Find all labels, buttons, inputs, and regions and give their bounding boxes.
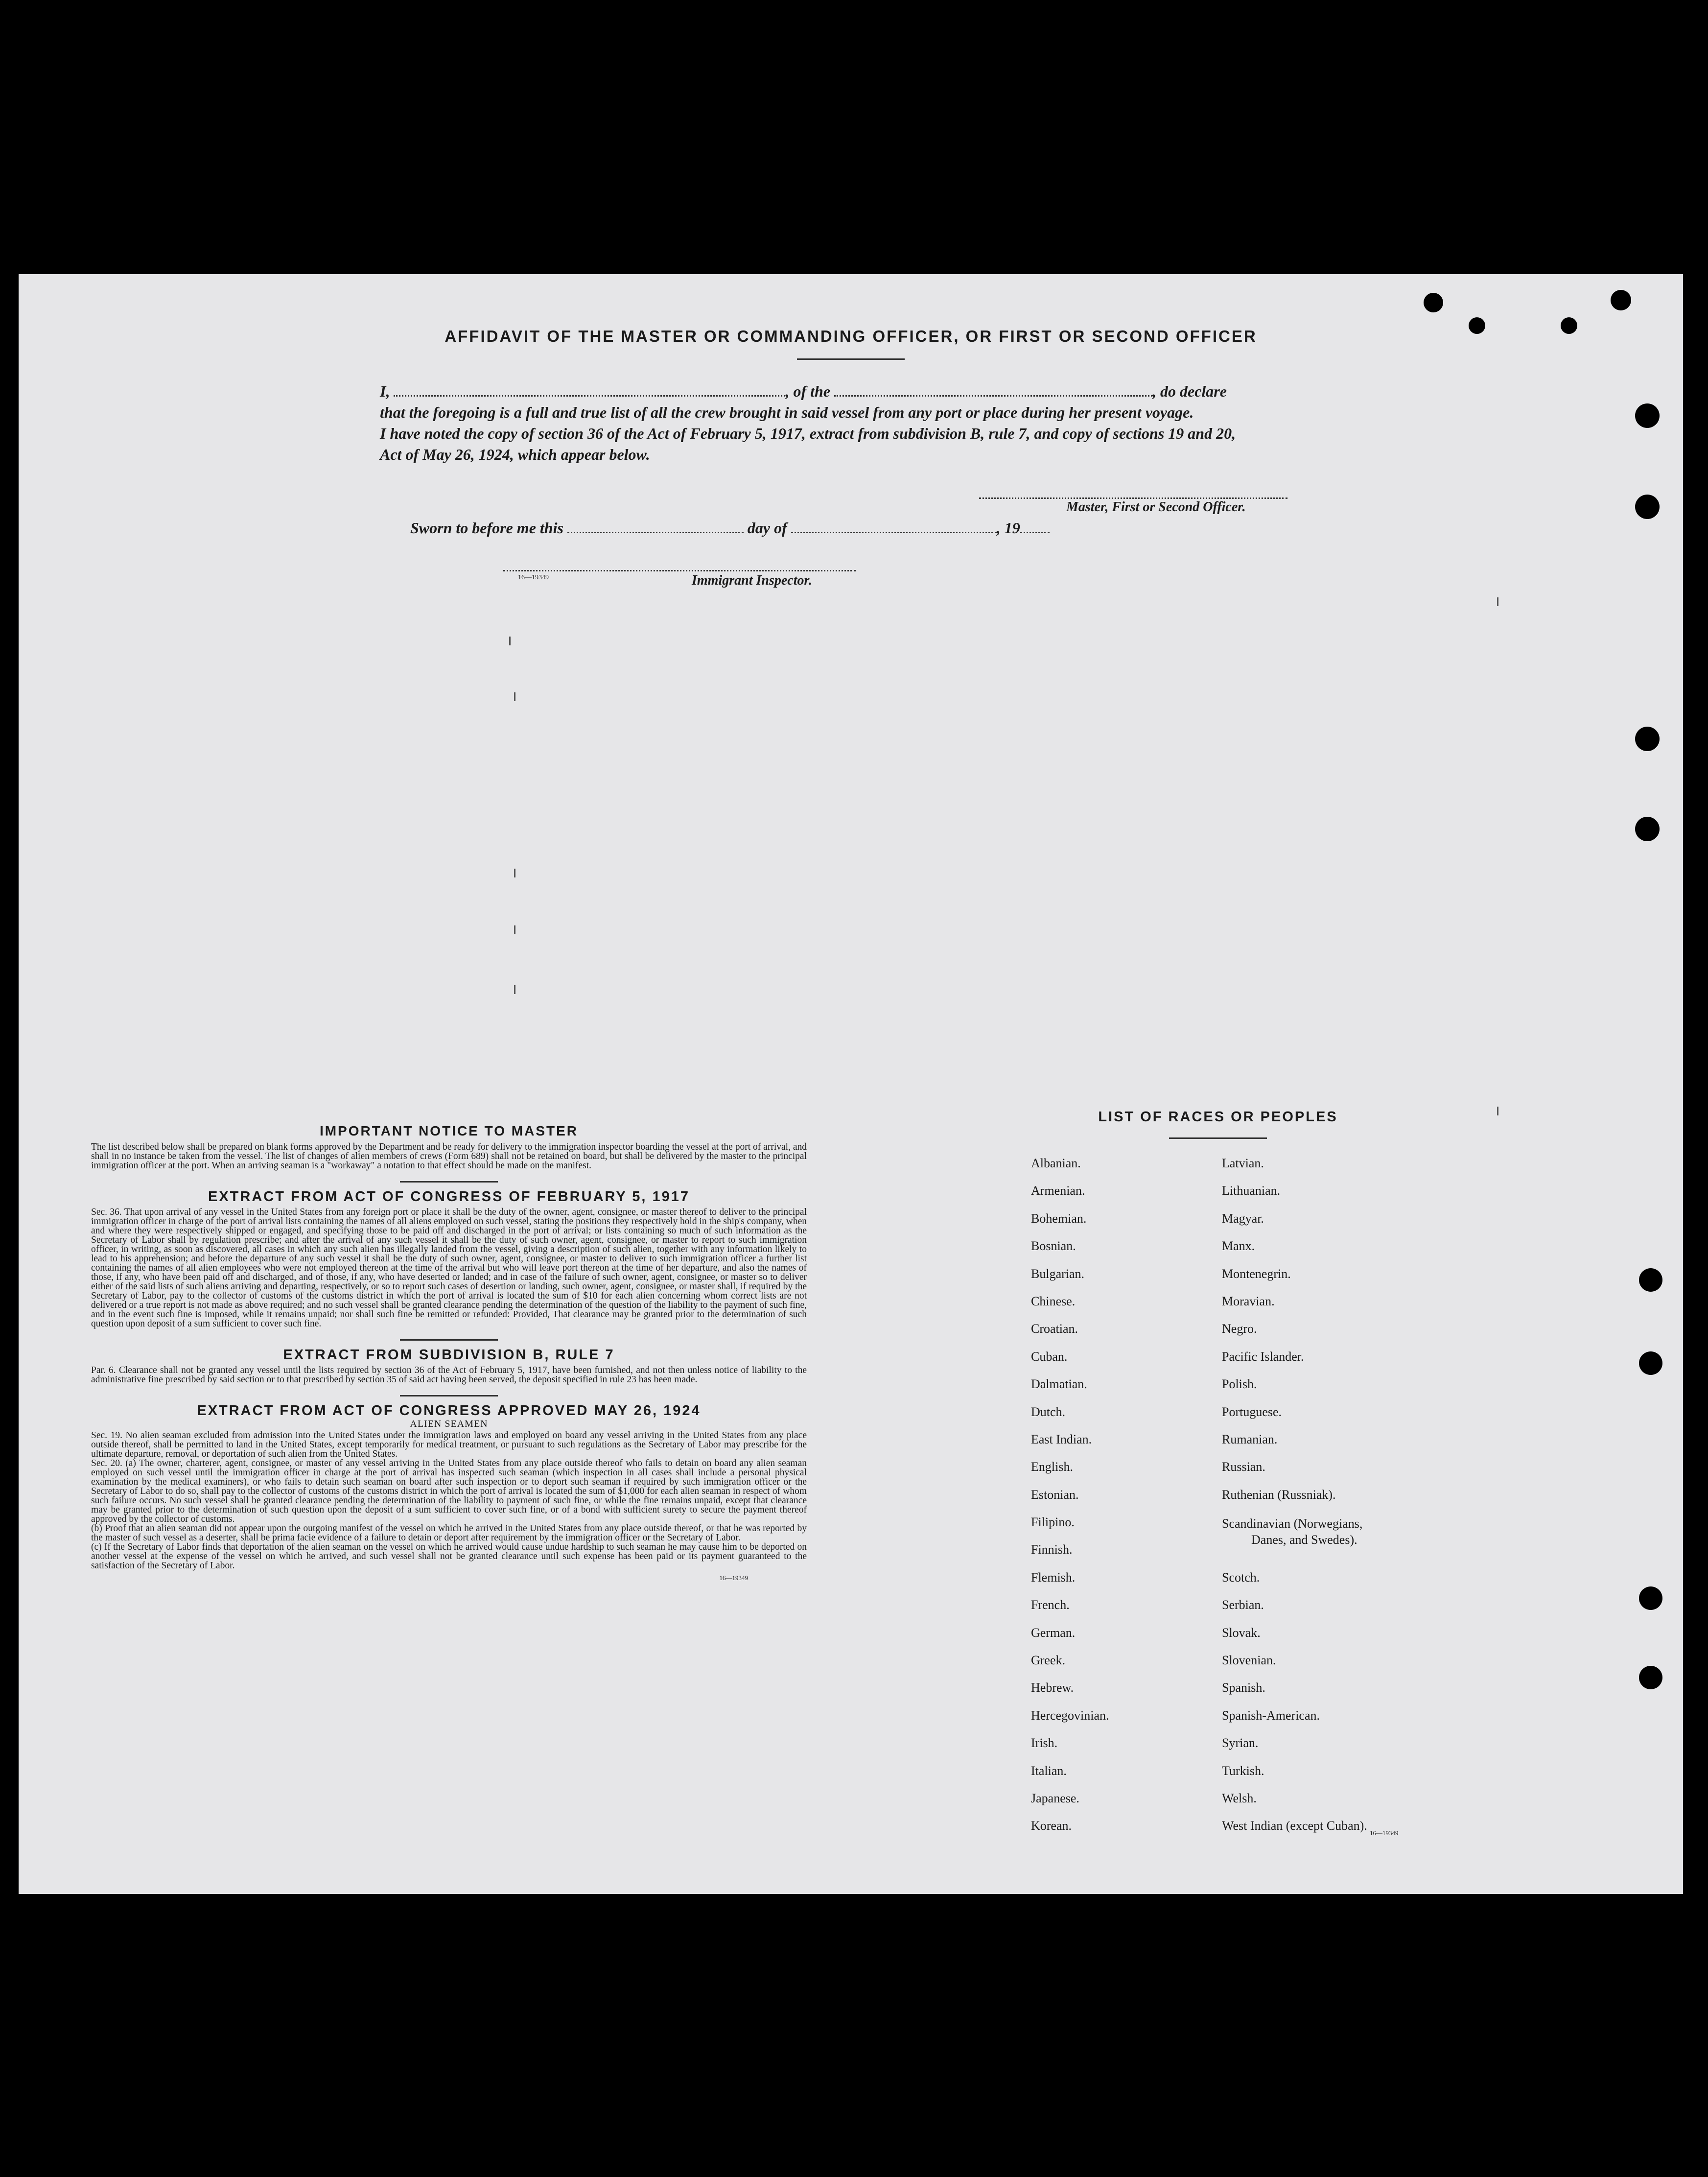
extract-1924-sec20c: (c) If the Secretary of Labor finds that deportation of the alien seaman on the vessel on which he arrived would cause undue hardship to such seaman he may cause him to be deported on another vessel at the expense of the vessel on which he arrived, and such vessel shall not be granted clearance until such expense has been paid or its payment guaranteed to the satisfaction of the Secretary of Labor. <box>91 1542 807 1571</box>
race-item: Cuban. <box>1031 1349 1068 1364</box>
inspector-signature-line <box>503 570 856 571</box>
affidavit-line-2: that the foregoing is a full and true list of all the crew brought in said vessel from any port or place during her present voyage. <box>380 403 1194 421</box>
sworn-day-text: day of <box>747 519 787 537</box>
race-item: Finnish. <box>1031 1542 1073 1557</box>
punch-hole <box>1639 1351 1662 1375</box>
race-item: West Indian (except Cuban). <box>1222 1819 1367 1833</box>
divider <box>400 1181 498 1183</box>
race-item: Negro. <box>1222 1322 1257 1336</box>
punch-hole <box>1635 727 1660 751</box>
punch-hole <box>1639 1586 1662 1610</box>
legal-notices <box>91 1123 807 1583</box>
race-item: Flemish. <box>1031 1570 1076 1585</box>
race-item: Ruthenian (Russniak). <box>1222 1487 1336 1502</box>
affidavit-body <box>380 381 1320 465</box>
punch-hole <box>1611 290 1631 310</box>
race-item: Hebrew. <box>1031 1680 1074 1695</box>
race-item: Scandinavian (Norwegians, <box>1222 1516 1363 1531</box>
affidavit-i: I, <box>380 382 390 400</box>
extract-1924-sec20b: (b) Proof that an alien seaman did not appear upon the outgoing manifest of the vessel on which he arrived in the United States from any place outside thereof, or that he was reported by the master of such vessel as a deserter, shall be prima facie evidence of a failure to detain or deport after requirement by the immigration officer or the Secretary of Labor. <box>91 1523 807 1543</box>
extract-rule7-text: Par. 6. Clearance shall not be granted any vessel until the lists required by section 36 of the Act of February 5, 1917, have been furnished, and not then unless notice of liability to the administrative fine prescribed by said section or to that prescribed by section 35 of said act having been served, the deposit specified in rule 23 has been made. <box>91 1365 807 1385</box>
master-signature-label: Master, First or Second Officer. <box>1066 499 1246 515</box>
extract-1924-sec20a: Sec. 20. (a) The owner, charterer, agent, consignee, or master of any vessel arriving in the United States from any place outside thereof who fails to detain on board any alien seaman employed on such vessel until the immigration officer in charge at the port of arrival has inspected such seaman (which inspection in all cases shall include a personal physical examination by the medical examiners), or who fails to detain such seaman on board after such inspection or to deport such seaman if required by such immigration officer or the Secretary of Labor to do so, shall pay to the collector of customs of the customs district in which the port of arrival is located the sum of $1,000 for each alien seaman in respect of whom such failure occurs. No such vessel shall be granted clearance pending the determination of the liability to payment of such fine, or while the fine remains unpaid, except that clearance may be granted prior to the determination of such question upon the deposit of a sum sufficient to cover such fine, or of a bond with sufficient surety to secure the payment thereof approved by the collector of customs. <box>91 1458 807 1524</box>
day-blank <box>567 532 744 533</box>
name-blank <box>394 395 785 397</box>
race-item: Russian. <box>1222 1460 1265 1474</box>
race-item: Bosnian. <box>1031 1239 1076 1254</box>
race-item: Italian. <box>1031 1763 1067 1778</box>
notice-title: IMPORTANT NOTICE TO MASTER <box>319 1123 579 1138</box>
affidavit-line-4: Act of May 26, 1924, which appear below. <box>380 446 650 463</box>
race-item: Latvian. <box>1222 1156 1264 1170</box>
race-item: Slovenian. <box>1222 1653 1276 1668</box>
margin-tick <box>509 637 511 645</box>
form-number: 16—19349 <box>518 574 549 581</box>
extract-1924-sec19: Sec. 19. No alien seaman excluded from admission into the United States under the immigration laws and employed on board any vessel arriving in the United States from any place outside thereof, shall be permitted to land in the United States, except temporarily for medical treatment, or pursuant to such regulations as the Secretary of Labor may prescribe for the ultimate departure, removal, or deportation of such alien from the United States. <box>91 1430 807 1459</box>
sworn-year-text: , 19 <box>996 519 1020 537</box>
race-item: Korean. <box>1031 1819 1072 1833</box>
vessel-blank <box>834 395 1152 397</box>
race-item: Bulgarian. <box>1031 1266 1085 1281</box>
punch-hole <box>1424 293 1443 312</box>
race-item: Rumanian. <box>1222 1432 1278 1446</box>
race-item: Moravian. <box>1222 1294 1275 1308</box>
race-item: Turkish. <box>1222 1763 1264 1778</box>
margin-tick <box>514 869 515 877</box>
race-item: Bohemian. <box>1031 1211 1087 1226</box>
race-item: Croatian. <box>1031 1322 1078 1336</box>
race-item: Albanian. <box>1031 1156 1081 1170</box>
race-item: Serbian. <box>1222 1598 1264 1612</box>
affidavit-of-the: , of the <box>785 382 830 400</box>
race-item: Polish. <box>1222 1377 1257 1392</box>
race-item: Estonian. <box>1031 1487 1079 1502</box>
race-item: French. <box>1031 1598 1070 1612</box>
punch-hole <box>1635 495 1660 519</box>
divider <box>1169 1137 1267 1139</box>
extract-1924-subtitle: ALIEN SEAMEN <box>410 1419 488 1429</box>
sworn-line <box>410 519 1193 537</box>
inspector-signature-label: Immigrant Inspector. <box>692 573 812 588</box>
race-item: Dutch. <box>1031 1404 1066 1419</box>
margin-tick <box>514 692 515 701</box>
races-list-right <box>1222 1150 1367 1840</box>
race-item: English. <box>1031 1460 1073 1474</box>
race-item: Armenian. <box>1031 1183 1085 1198</box>
race-item: Welsh. <box>1222 1791 1257 1805</box>
race-item: Danes, and Swedes). <box>1251 1533 1357 1547</box>
races-list-left <box>1031 1150 1109 1840</box>
divider <box>797 358 905 360</box>
race-item: Pacific Islander. <box>1222 1349 1304 1364</box>
race-item: Japanese. <box>1031 1791 1079 1805</box>
race-item: Magyar. <box>1222 1211 1264 1226</box>
month-blank <box>791 532 997 533</box>
race-item: Portuguese. <box>1222 1404 1282 1419</box>
punch-hole <box>1639 1666 1662 1689</box>
punch-hole <box>1639 1268 1662 1292</box>
punch-hole <box>1635 403 1660 428</box>
race-item: Greek. <box>1031 1653 1066 1668</box>
race-item: Spanish. <box>1222 1680 1265 1695</box>
divider <box>400 1339 498 1341</box>
race-item: Manx. <box>1222 1239 1255 1254</box>
sworn-text: Sworn to before me this <box>410 519 563 537</box>
extract-1917-title: EXTRACT FROM ACT OF CONGRESS OF FEBRUARY 5, 1917 <box>208 1189 690 1205</box>
margin-tick <box>514 985 515 994</box>
race-item: Syrian. <box>1222 1736 1259 1751</box>
affidavit-do-declare: , do declare <box>1152 382 1227 400</box>
race-item-scandinavian <box>1222 1509 1367 1564</box>
race-item: Lithuanian. <box>1222 1183 1281 1198</box>
race-item: Chinese. <box>1031 1294 1076 1308</box>
race-item: Slovak. <box>1222 1625 1261 1640</box>
form-number: 16—19349 <box>1370 1829 1399 1837</box>
race-item: Irish. <box>1031 1736 1058 1751</box>
race-item: Spanish-American. <box>1222 1708 1320 1723</box>
race-item: Hercegovinian. <box>1031 1708 1109 1723</box>
margin-tick <box>1497 1107 1498 1115</box>
margin-tick <box>1497 597 1498 606</box>
race-item: Montenegrin. <box>1222 1266 1291 1281</box>
master-signature-line <box>979 497 1287 499</box>
race-item: East Indian. <box>1031 1432 1092 1446</box>
extract-rule7-title: EXTRACT FROM SUBDIVISION B, RULE 7 <box>283 1347 615 1363</box>
extract-1917-text: Sec. 36. That upon arrival of any vessel in the United States from any foreign port or place it shall be the duty of the owner, agent, consignee, or master thereof to deliver to the principal immigration officer in charge of the port of arrival lists containing the names of all aliens employed on such vessel, stating the positions they respectively hold in the ship's company, when and where they were respectively shipped or engaged, and specifying those to be paid off and discharged in the port of arrival; or lists containing so much of such information as the Secretary of Labor shall by regulation prescribe; and after the arrival of any such vessel it shall be the duty of such owner, agent, consignee, or master to report to such immigration officer, in writing, as soon as discovered, all cases in which any such alien has illegally landed from the vessel, giving a description of such alien, together with any information likely to lead to his apprehension; and before the departure of any such vessel it shall be the duty of such owner, agent, consignee, or master to deliver to such immigration officer a further list containing the names of all alien employees who were not employed thereon at the time of the arrival but who will leave port thereon at the time of her departure, and also the names of those, if any, who have been paid off and discharged, and of those, if any, who have deserted or landed; and in case of the failure of such owner, agent, consignee, or master so to deliver either of the said lists of such aliens arriving and departing, respectively, or so to report such cases of desertion or landing, such owner, agent, consignee, or master shall, if required by the Secretary of Labor, pay to the collector of customs of the customs district in which the port of arrival is located the sum of $10 for each alien concerning whom correct lists are not delivered or a true report is not made as above required; and no such vessel shall be granted clearance pending the determination of the question of the liability to the payment of such fine, and in the event such fine is imposed, while it remains unpaid; nor shall such fine be remitted or refunded: Provided, That clearance may be granted prior to the determination of such question upon deposit of a sum sufficient to cover such fine. <box>91 1207 807 1329</box>
race-item: Filipino. <box>1031 1515 1075 1530</box>
form-sheet <box>19 274 1683 1894</box>
divider <box>400 1395 498 1396</box>
year-blank <box>1020 532 1050 533</box>
race-item: Dalmatian. <box>1031 1377 1087 1392</box>
race-item: German. <box>1031 1625 1076 1640</box>
affidavit-title: AFFIDAVIT OF THE MASTER OR COMMANDING OFFICER, OR FIRST OR SECOND OFFICER <box>445 327 1257 345</box>
races-title: LIST OF RACES OR PEOPLES <box>1098 1109 1338 1125</box>
punch-hole <box>1635 817 1660 841</box>
margin-tick <box>514 925 515 934</box>
extract-1924-title: EXTRACT FROM ACT OF CONGRESS APPROVED MAY 26, 1924 <box>197 1403 701 1419</box>
race-item: Scotch. <box>1222 1570 1260 1585</box>
affidavit-line-1 <box>380 381 1320 402</box>
form-number: 16—19349 <box>719 1574 748 1582</box>
notice-text: The list described below shall be prepared on blank forms approved by the Department and be ready for delivery to the immigration inspector boarding the vessel at the port of arrival, and shall in no instance be taken from the vessel. The list of changes of alien members of crews (Form 689) shall not be retained on board, but shall be delivered by the master to the principal immigration officer at the port. When an arriving seaman is a "workaway" a notation to that effect should be made on the manifest. <box>91 1142 807 1171</box>
affidavit-line-3: I have noted the copy of section 36 of the Act of February 5, 1917, extract from subdivision B, rule 7, and copy of sections 19 and 20, <box>380 425 1236 442</box>
